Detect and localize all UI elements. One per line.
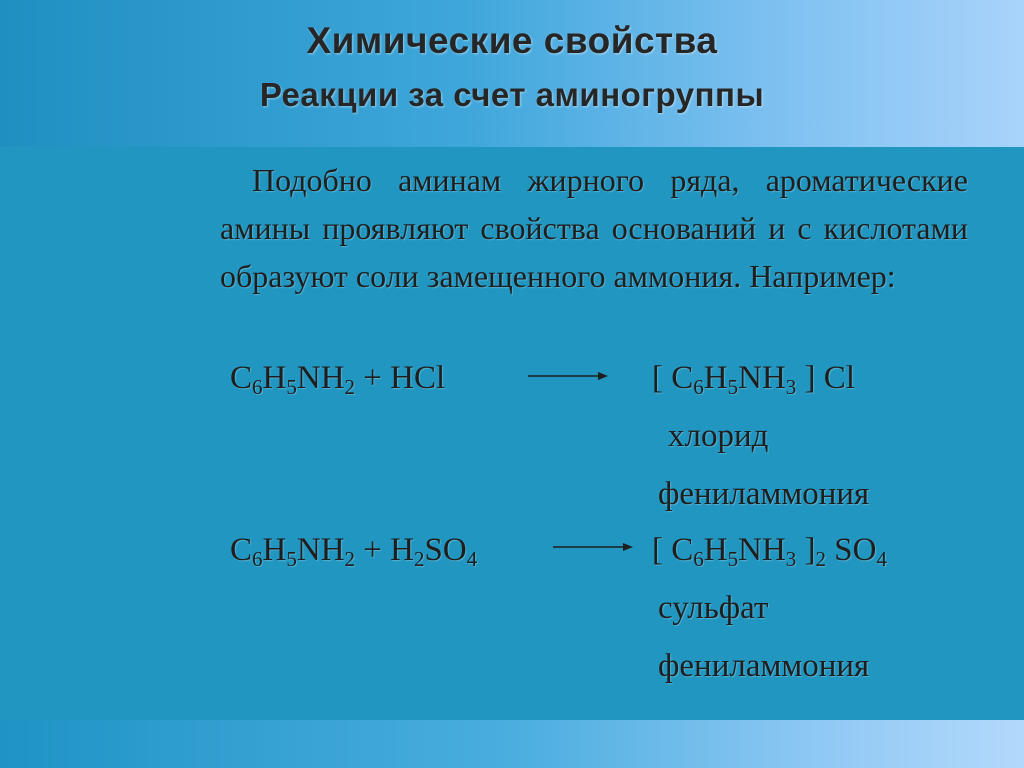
reaction-2-product-name-line2: фениламмония [658, 648, 870, 684]
footer-band [0, 720, 1024, 768]
reaction-1-product: [ $C_6H_5NH_3$ ] Cl [652, 360, 855, 399]
slide-title: Химические свойства [306, 20, 718, 61]
reaction-2-product-name-line1: сульфат [658, 590, 769, 626]
reaction-1-reactants: $C_6H_5NH_2$ + HCl [230, 360, 446, 399]
reaction-1-arrow-icon [528, 370, 608, 382]
reaction-2-arrow-icon [553, 541, 633, 553]
reaction-2-product: [ $C_6H_5NH_3$ ]$_2$ $SO_4$ [652, 532, 887, 571]
reaction-1-product-name-line1: хлорид [668, 418, 769, 454]
slide-subtitle: Реакции за счет аминогруппы [259, 76, 765, 113]
reaction-2-reactants: $C_6H_5NH_2 + H_2SO_4$ [230, 532, 478, 571]
reaction-1-product-name-line2: фениламмония [658, 476, 870, 512]
intro-paragraph: Подобно аминам жирного ряда, ароматические амины проявляют свойства оснований и с кислотами образуют соли замещенного аммония. Например: [220, 162, 968, 294]
